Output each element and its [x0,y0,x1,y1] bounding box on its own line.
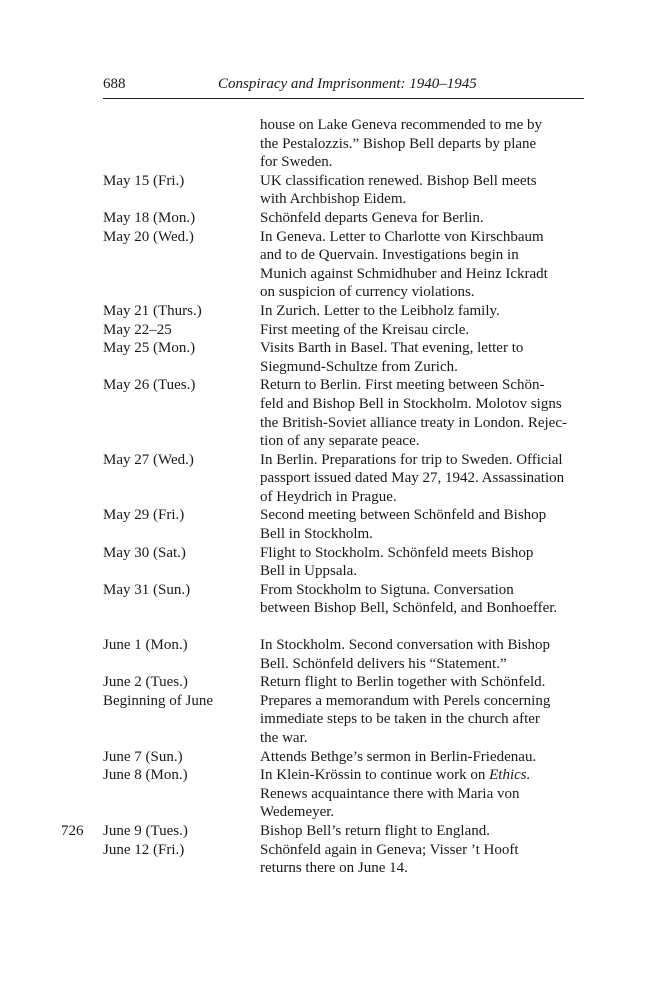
entry-date: May 18 (Mon.) [103,209,196,226]
description-line [260,451,588,470]
description-text: Visits Barth in Basel. That evening, letter to [260,340,524,357]
entry-date: June 2 (Tues.) [103,674,188,691]
description-line [260,432,588,451]
entry-date: May 26 (Tues.) [103,377,196,394]
entry-description [260,209,588,228]
chronology-entry [0,172,667,209]
description-text: house on Lake Geneva recommended to me by [260,117,542,133]
description-line [260,544,588,563]
description-line [260,692,588,711]
entry-date: May 27 (Wed.) [103,451,194,468]
entry-date: May 25 (Mon.) [103,340,196,357]
entry-description [260,692,588,748]
entry-date: May 21 (Thurs.) [103,302,202,319]
description-text: immediate steps to be taken in the church after [260,711,540,728]
description-line [260,488,588,507]
description-text: In Berlin. Preparations for trip to Sweden. Official [260,451,563,468]
entry-description [260,116,588,172]
running-title: Conspiracy and Imprisonment: 1940–1945 [218,76,477,92]
chronology-entry [0,766,667,822]
description-text: with Archbishop Eidem. [260,191,407,208]
description-text: Return flight to Berlin together with Schönfeld. [260,674,546,691]
description-line [260,710,588,729]
description-line [260,358,588,377]
description-line [260,376,588,395]
chronology-entry [0,748,667,767]
description-text: Second meeting between Schönfeld and Bishop [260,507,547,524]
chronology-entry [0,321,667,340]
entry-description [260,451,588,507]
page-number: 688 [103,76,126,92]
entry-date: May 22–25 [103,321,172,338]
entry-date: June 8 (Mon.) [103,767,188,784]
description-text: From Stockholm to Sigtuna. Conversation [260,581,514,598]
chronology-entry [0,302,667,321]
entry-date: June 9 (Tues.) [103,822,188,839]
chronology-entry [0,376,667,450]
entry-description [260,673,588,692]
description-text: the British-Soviet alliance treaty in London. Rejec- [260,414,567,431]
description-text: Schönfeld departs Geneva for Berlin. [260,209,484,226]
description-line [260,395,588,414]
description-line [260,525,588,544]
description-line [260,599,588,618]
description-text: on suspicion of currency violations. [260,284,475,301]
description-text: returns there on June 14. [260,860,408,877]
description-line [260,265,588,284]
entry-description [260,581,588,618]
chronology-entry [0,636,667,673]
entry-description [260,841,588,878]
entry-description [260,748,588,767]
description-line [260,135,588,154]
description-text: the war. [260,730,308,746]
description-line [260,172,588,191]
description-line [260,209,588,228]
chronology-entry [0,692,667,748]
entry-description [260,506,588,543]
description-text: In Zurich. Letter to the Leibholz family. [260,302,500,319]
description-line [260,636,588,655]
description-text: Renews acquaintance there with Maria von [260,785,520,802]
description-text: Schönfeld again in Geneva; Visser ’t Hooft [260,841,519,858]
description-text: tion of any separate peace. [260,433,420,450]
description-text: Wedemeyer. [260,804,335,821]
description-line [260,748,588,767]
entry-date: June 12 (Fri.) [103,841,185,858]
entry-date: May 31 (Sun.) [103,581,191,598]
chronology-entry [0,673,667,692]
description-line [260,228,588,247]
entry-date: May 29 (Fri.) [103,507,185,524]
description-text: of Heydrich in Prague. [260,488,397,505]
entry-date: May 30 (Sat.) [103,544,186,561]
description-line [260,116,588,135]
description-line [260,562,588,581]
description-text: Attends Bethge’s sermon in Berlin-Friedenau. [260,748,537,765]
entry-description [260,376,588,450]
chronology-entry [0,209,667,228]
entry-description [260,822,588,841]
description-line [260,803,588,822]
chronology-entry [0,841,667,878]
description-text: between Bishop Bell, Schönfeld, and Bonhoeffer. [260,600,558,617]
entry-description [260,321,588,340]
entry-description [260,636,588,673]
description-text: Bishop Bell’s return flight to England. [260,822,490,839]
description-text: Return to Berlin. First meeting between Schön- [260,377,545,394]
entry-description [260,766,588,822]
margin-page-number: 726 [61,822,84,839]
description-text: Siegmund-Schultze from Zurich. [260,358,458,375]
description-line [260,190,588,209]
chronology-entry [0,228,667,302]
description-text: In Klein-Krössin to continue work on [260,767,486,784]
description-line [260,822,588,841]
page-header [103,76,584,99]
description-line [260,302,588,321]
description-text: In Stockholm. Second conversation with Bishop [260,637,550,654]
entry-description [260,339,588,376]
description-line [260,766,588,785]
entry-date: May 20 (Wed.) [103,228,194,245]
description-line [260,246,588,265]
chronology-entry [0,116,667,172]
description-line [260,283,588,302]
chronology-entry [0,544,667,581]
description-text: feld and Bishop Bell in Stockholm. Molotov signs [260,395,562,412]
description-text: Munich against Schmidhuber and Heinz Ickradt [260,265,548,282]
entry-date: Beginning of June [103,692,213,709]
description-line [260,673,588,692]
description-text: First meeting of the Kreisau circle. [260,321,470,338]
description-text: In Geneva. Letter to Charlotte von Kirschbaum [260,228,544,245]
entry-description [260,228,588,302]
chronology-entries [0,116,667,878]
description-text: Prepares a memorandum with Perels concerning [260,692,551,709]
description-line [260,785,588,804]
entry-date: June 1 (Mon.) [103,637,188,654]
description-text: and to de Quervain. Investigations begin in [260,247,519,264]
description-text: UK classification renewed. Bishop Bell meets [260,172,537,189]
description-text: the Pestalozzis.” Bishop Bell departs by plane [260,135,537,152]
italic-title: Ethics. [489,767,531,784]
description-line [260,581,588,600]
entry-description [260,302,588,321]
description-text: Flight to Stockholm. Schönfeld meets Bishop [260,544,534,561]
chronology-entry [0,581,667,618]
description-line [260,414,588,433]
chronology-entry [0,451,667,507]
description-line [260,469,588,488]
description-line [260,339,588,358]
entry-description [260,544,588,581]
description-text: for Sweden. [260,154,333,171]
entry-date: June 7 (Sun.) [103,748,183,765]
description-line [260,153,588,172]
entry-date: May 15 (Fri.) [103,172,185,189]
chronology-entry [0,506,667,543]
description-line [260,506,588,525]
chronology-entry [0,339,667,376]
description-line [260,729,588,748]
description-line [260,321,588,340]
chronology-entry [0,822,667,841]
entry-description [260,172,588,209]
description-line [260,859,588,878]
description-text: Bell in Stockholm. [260,526,373,543]
description-line [260,655,588,674]
description-text: Bell in Uppsala. [260,563,358,580]
description-text: Bell. Schönfeld delivers his “Statement.” [260,655,507,672]
description-line [260,841,588,860]
description-text: passport issued dated May 27, 1942. Assassination [260,470,565,487]
